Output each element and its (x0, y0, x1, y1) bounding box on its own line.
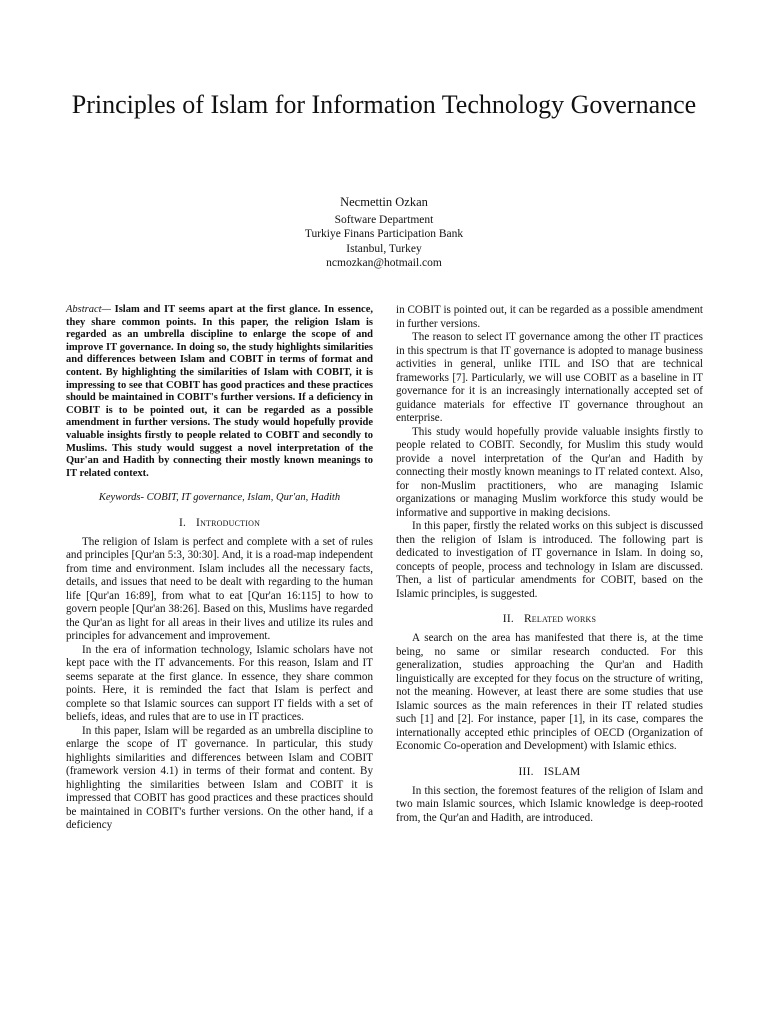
intro-paragraph: This study would hopefully provide valuable insights firstly to people related to COBIT. Secondly, for Muslim this study would provide a novel interpretation of the Qur'an and Hadith by connecting their mostly known meanings to IT related context. Also, for non-Muslim practitioners, who are managing Islamic organizations or managing Muslim workforce this study would be informative and supportive in making decisions. (396, 425, 703, 519)
intro-paragraph: In this paper, Islam will be regarded as an umbrella discipline to enlarge the scope of IT governance. In particular, this study highlights similarities and differences between Islam and COBIT (framework version 4.1) in terms of their format and content. By highlighting the similarities between Islam and COBIT it is impressed that COBIT has good practices and these practices should be maintained in COBIT's further versions. On the other hand, if a deficiency (66, 724, 373, 832)
author-block (184, 195, 584, 271)
section-heading-related-works (396, 612, 703, 626)
intro-paragraph: In this paper, firstly the related works on this subject is discussed then the religion of Islam is introduced. The following part is dedicated to investigation of IT governance in Islam. In doing so, concepts of people, process and technology in Islam are discussed. Then, a list of particular amendments for COBIT, based on the Islamic principles, is suggested. (396, 520, 703, 600)
abstract (66, 304, 373, 480)
abstract-text: Islam and IT seems apart at the first glance. In essence, they share common points. In this paper, the religion Islam is regarded as an umbrella discipline to enlarge the scope of and improve IT governance. In doing so, the study highlights similarities and differences between Islam and COBIT in terms of format and content. By highlighting the similarities of Islam with COBIT, it is impressing to see that COBIT has good practices and these practices should be maintained in COBIT's further versions. If a deficiency in COBIT is to be pointed out, it can be regarded as a possible amendment in further versions. The study would hopefully provide valuable insights firstly to people related to COBIT and secondly to Muslims. This study would suggest a novel interpretation of the Qur'an and Hadith by connecting their mostly known meanings to IT related context. (66, 304, 374, 479)
author-email: ncmozkan@hotmail.com (326, 257, 442, 269)
intro-paragraph: The religion of Islam is perfect and complete with a set of rules and principles [Qur'an 5:3, 30:30]. And, it is a road-map independent from time and environment. Islam includes all the necessary facts, details, and issues that need to be dealt with regarding to the human life [Qur'an 16:89], from what to eat [Qur'an 16:115] to how to govern people [Qur'an 38:26]. Based on this, Muslims have regarded the Qur'an as light for all areas in their lives and utilize its rules and principles for advancement and improvement. (66, 535, 373, 643)
intro-paragraph: In the era of information technology, Islamic scholars have not kept pace with the IT advancements. For this reason, Islam and IT seems separate at the first glance. In essence, they share common points. Here, it is reminded the fact that Islam is perfect and complete so that Islamic sources can support IT fields with a set of beliefs, ideas, and rules that are to use in IT practices. (66, 643, 373, 724)
keywords: Keywords- COBIT, IT governance, Islam, Qur'an, Hadith (98, 492, 341, 504)
section-heading-introduction (66, 516, 373, 530)
section-number: II. (502, 613, 514, 625)
author-name: Necmettin Ozkan (340, 195, 428, 209)
section-title: Introduction (196, 516, 261, 529)
abstract-label: Abstract— (66, 304, 111, 315)
author-department: Software Department (334, 213, 434, 226)
islam-paragraph: In this section, the foremost features of the religion of Islam and two main Islamic sources, which Islamic knowledge is deep-rooted from, the Qur'an and Hadith, are introduced. (396, 784, 703, 824)
section-title: Related works (523, 613, 597, 625)
section-number: III. (518, 765, 534, 778)
section-title: ISLAM (543, 765, 581, 778)
section-number: I. (178, 516, 187, 529)
author-location: Istanbul, Turkey (346, 242, 422, 255)
author-organization: Turkiye Finans Participation Bank (304, 228, 464, 240)
right-column (396, 304, 703, 825)
section-heading-islam (396, 765, 703, 779)
related-paragraph: A search on the area has manifested that there is, at the time being, no same or similar research conducted. For this generalization, studies approaching the Qur'an and Hadith linguistically are excepted for they focus on the structure of writing, not the meaning. However, at least there are some studies that use Islamic sources as the main references in their IT related studies such [1] and [2]. For instance, paper [1], in its case, compares the internationally accepted ethic principles of OECD (Organization of Economic Co-operation and Development) with Islamic ethics. (396, 632, 703, 752)
paper-title: Principles of Islam for Information Technology Governance (71, 90, 697, 119)
intro-paragraph-continued: in COBIT is pointed out, it can be regarded as a possible amendment in further versions. (396, 304, 703, 330)
intro-paragraph: The reason to select IT governance among the other IT practices in this spectrum is that IT governance is adopted to manage business activities in general, unlike ITIL and ISO that are technical frameworks [7]. Particularly, we will use COBIT as a baseline in IT governance for it is an increasingly internationally accepted set of guidance materials for effective IT governance throughout an enterprise. (396, 331, 703, 424)
left-column (66, 304, 373, 833)
